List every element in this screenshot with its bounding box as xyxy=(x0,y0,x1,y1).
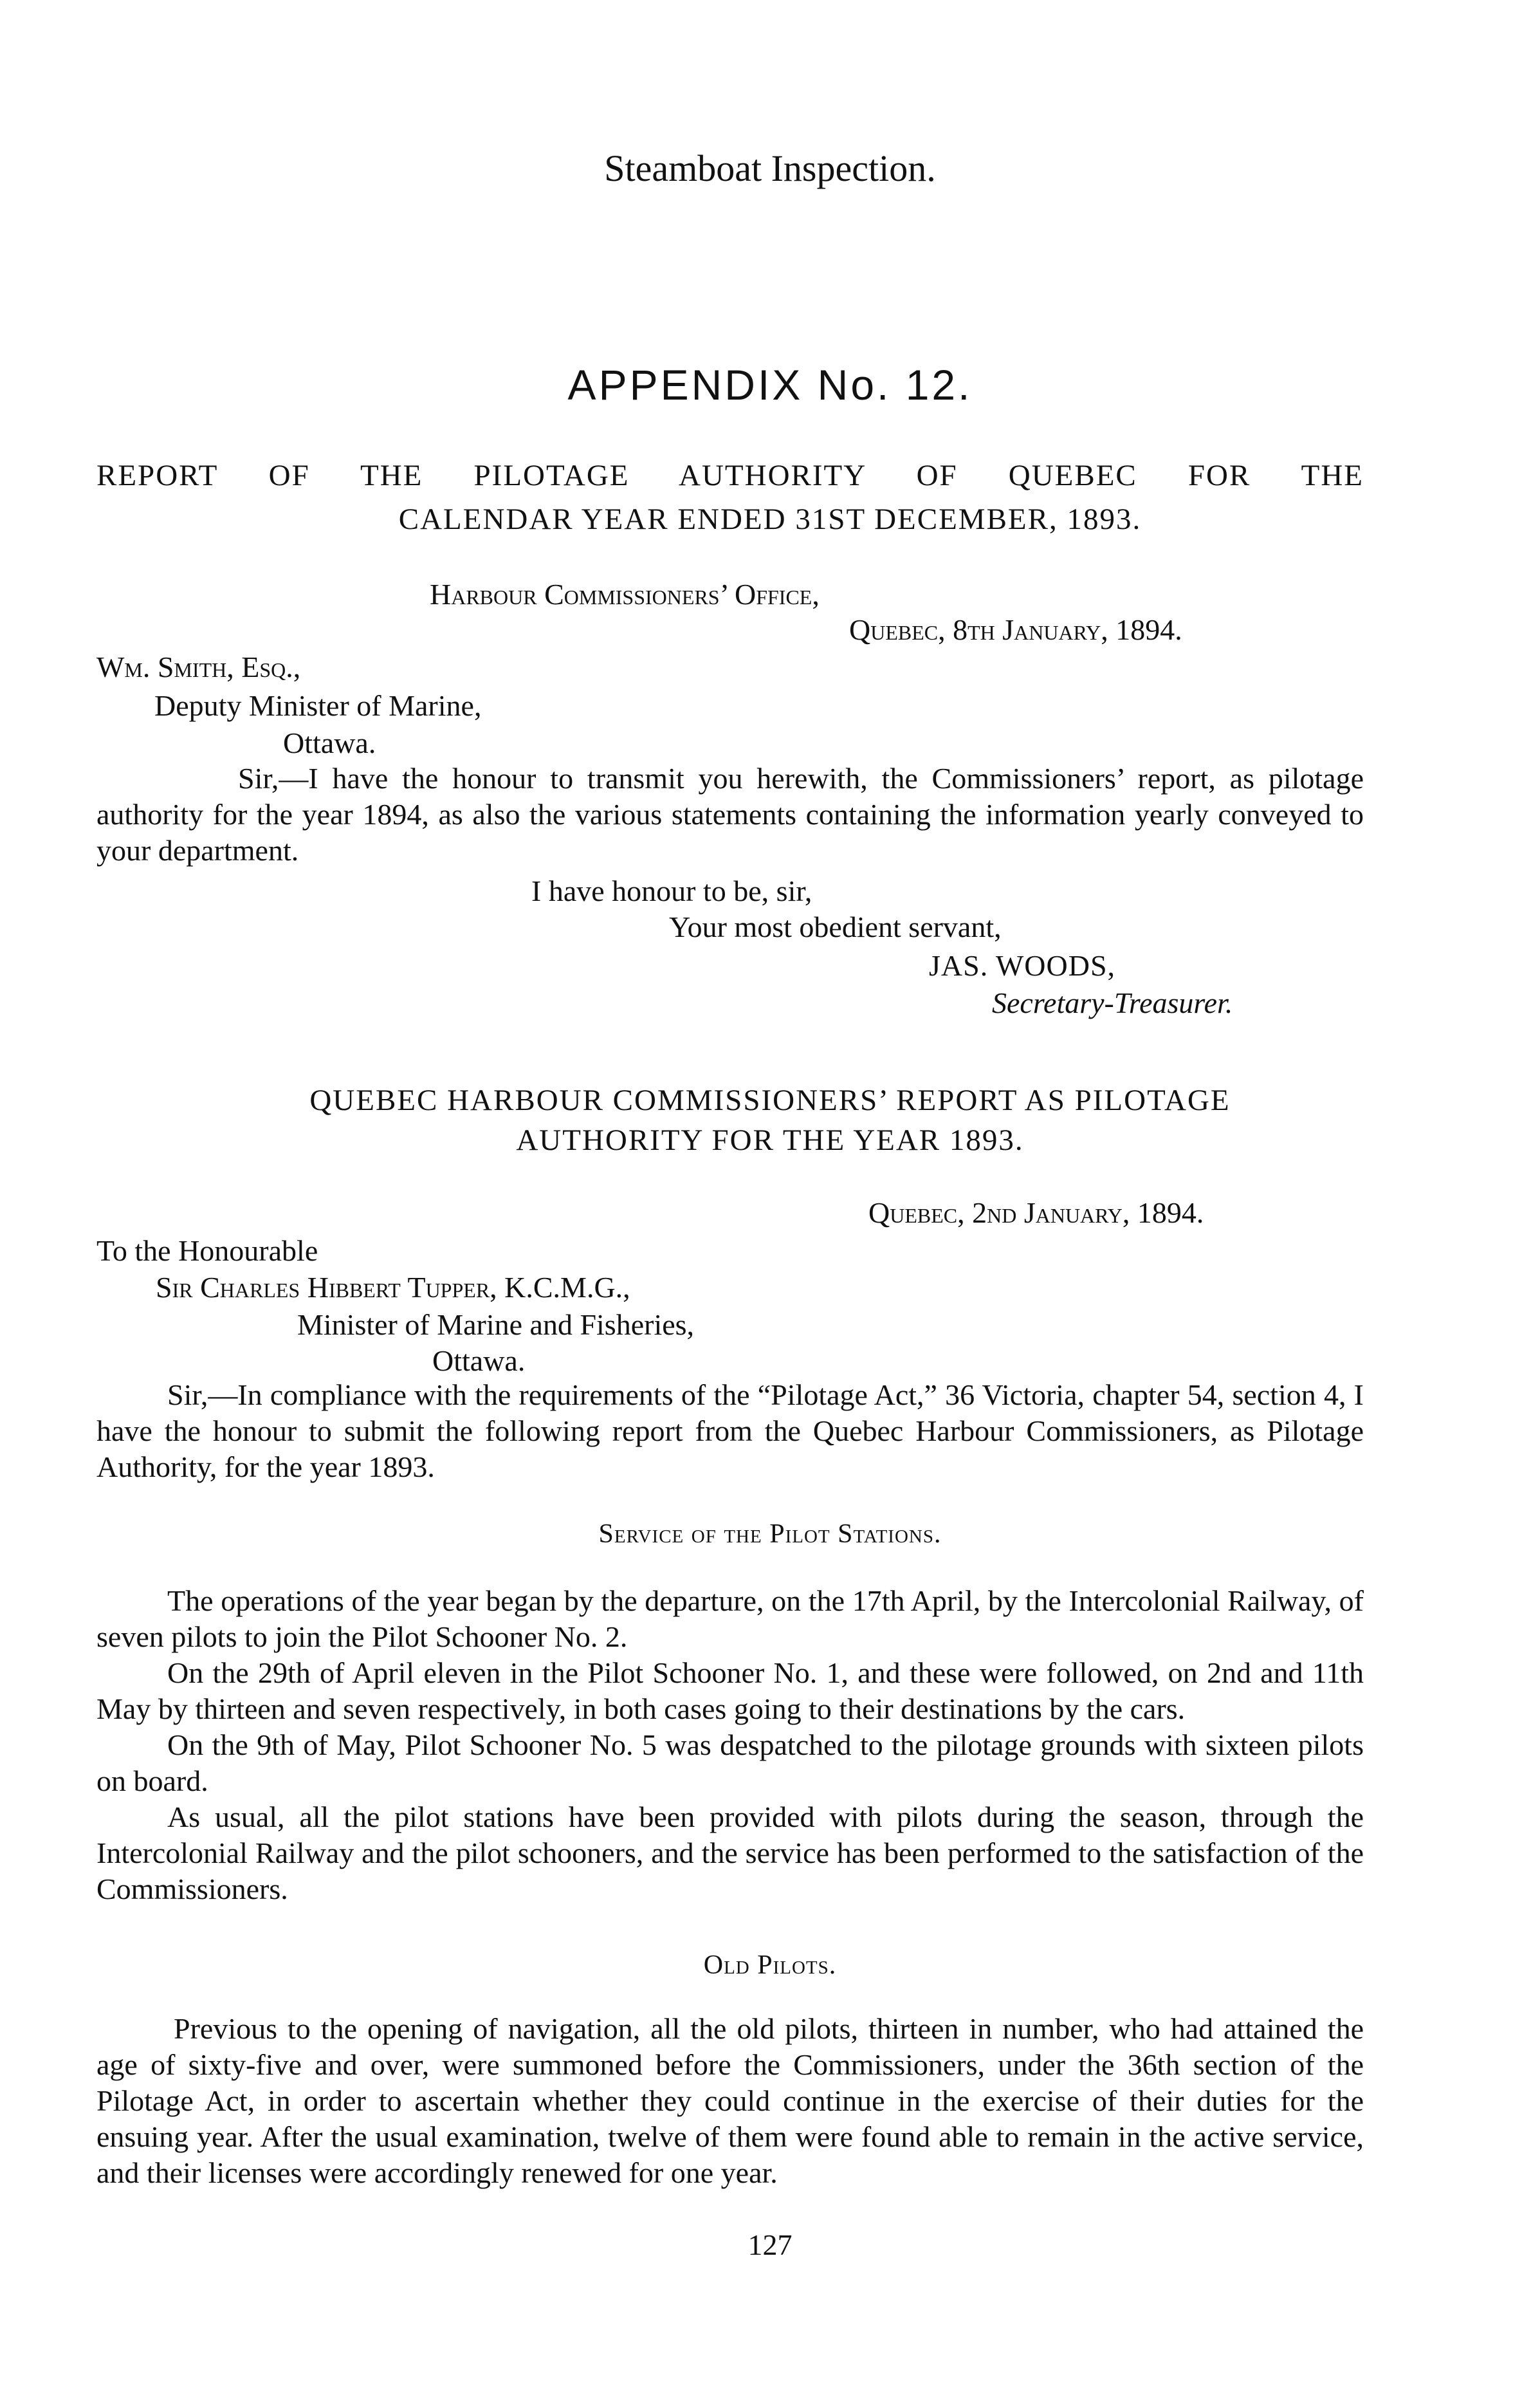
letter2-title: Minister of Marine and Fisheries, xyxy=(297,1308,695,1341)
signer-title: Secretary-Treasurer. xyxy=(992,986,1233,1019)
section1-body xyxy=(96,1583,1364,1907)
closing-line-2: Your most obedient servant, xyxy=(669,911,1002,943)
section1-paragraph: The operations of the year began by the departure, on the 17th April, by the Intercolonial Railway, of seven pilots to join the Pilot Schooner No. 2. xyxy=(96,1584,1364,1653)
section1-paragraph: On the 9th of May, Pilot Schooner No. 5 was despatched to the pilotage grounds with sixteen pilots on board. xyxy=(96,1728,1364,1797)
letter2-place: Ottawa. xyxy=(432,1344,526,1377)
letter1-place-date xyxy=(849,611,1182,649)
report2-title-line-2: AUTHORITY FOR THE YEAR 1893. xyxy=(516,1124,1024,1157)
letter2-body xyxy=(96,1377,1364,1485)
letter1-body xyxy=(96,761,1364,869)
section2-heading: Old Pilots. xyxy=(703,1950,837,1980)
addressee-name: Wm. Smith, Esq., xyxy=(96,651,301,683)
report-title-line-2: CALENDAR YEAR ENDED 31ST DECEMBER, 1893. xyxy=(398,503,1142,536)
page-number: 127 xyxy=(747,2228,793,2261)
letter2-to: To the Honourable xyxy=(96,1234,318,1267)
letter2-body-text: Sir,—In compliance with the requirements of the “Pilotage Act,” 36 Victoria, chapter 54, section 4, I have the honour to submit the following report from the Quebec Harbour Commissioners, as Pilotage Authority, for the year 1893. xyxy=(96,1378,1364,1483)
signer-name: JAS. WOODS, xyxy=(929,949,1116,982)
section1-paragraph: On the 29th of April eleven in the Pilot Schooner No. 1, and these were followed, on 2nd and 11th May by thirteen and seven respectively, in both cases going to their destinations by the cars. xyxy=(96,1656,1364,1725)
letter1-place-date-text: Quebec, 8th January, 1894. xyxy=(849,613,1182,646)
running-head: Steamboat Inspection. xyxy=(604,147,936,189)
letter2-place-date xyxy=(868,1194,1204,1232)
appendix-title: APPENDIX No. 12. xyxy=(567,361,973,409)
section1-paragraph: As usual, all the pilot stations have been provided with pilots during the season, through the Intercolonial Railway and the pilot schooners, and the service has been performed to the satisfaction of the Commissioners. xyxy=(96,1800,1364,1905)
report2-title-line-1: QUEBEC HARBOUR COMMISSIONERS’ REPORT AS PILOTAGE xyxy=(309,1084,1231,1117)
addressee-place: Ottawa. xyxy=(283,726,376,759)
letter2-place-date-text: Quebec, 2nd January, 1894. xyxy=(868,1196,1204,1229)
section1-heading: Service of the Pilot Stations. xyxy=(598,1519,942,1549)
letter2-name: Sir Charles Hibbert Tupper, K.C.M.G., xyxy=(156,1271,630,1304)
section2-paragraph: Previous to the opening of navigation, all the old pilots, thirteen in number, who had attained the age of sixty-five and over, were summoned before the Commissioners, under the 36th section of the Pilotage Act, in order to ascertain whether they could continue in the exercise of their duties for the ensuing year. After the usual examination, twelve of them were found able to remain in the active service, and their licenses were accordingly renewed for one year. xyxy=(96,2012,1364,2189)
addressee-title: Deputy Minister of Marine, xyxy=(154,689,482,722)
closing-line-1: I have honour to be, sir, xyxy=(531,874,812,907)
report-title-line-1: REPORT OF THE PILOTAGE AUTHORITY OF QUEBEC FOR THE xyxy=(96,459,1364,492)
letter1-body-text: Sir,—I have the honour to transmit you herewith, the Commissioners’ report, as pilotage authority for the year 1894, as also the various statements containing the information yearly conveyed to your department. xyxy=(96,762,1364,867)
section2-body xyxy=(96,2011,1364,2191)
office-line: Harbour Commissioners’ Office, xyxy=(430,578,820,611)
